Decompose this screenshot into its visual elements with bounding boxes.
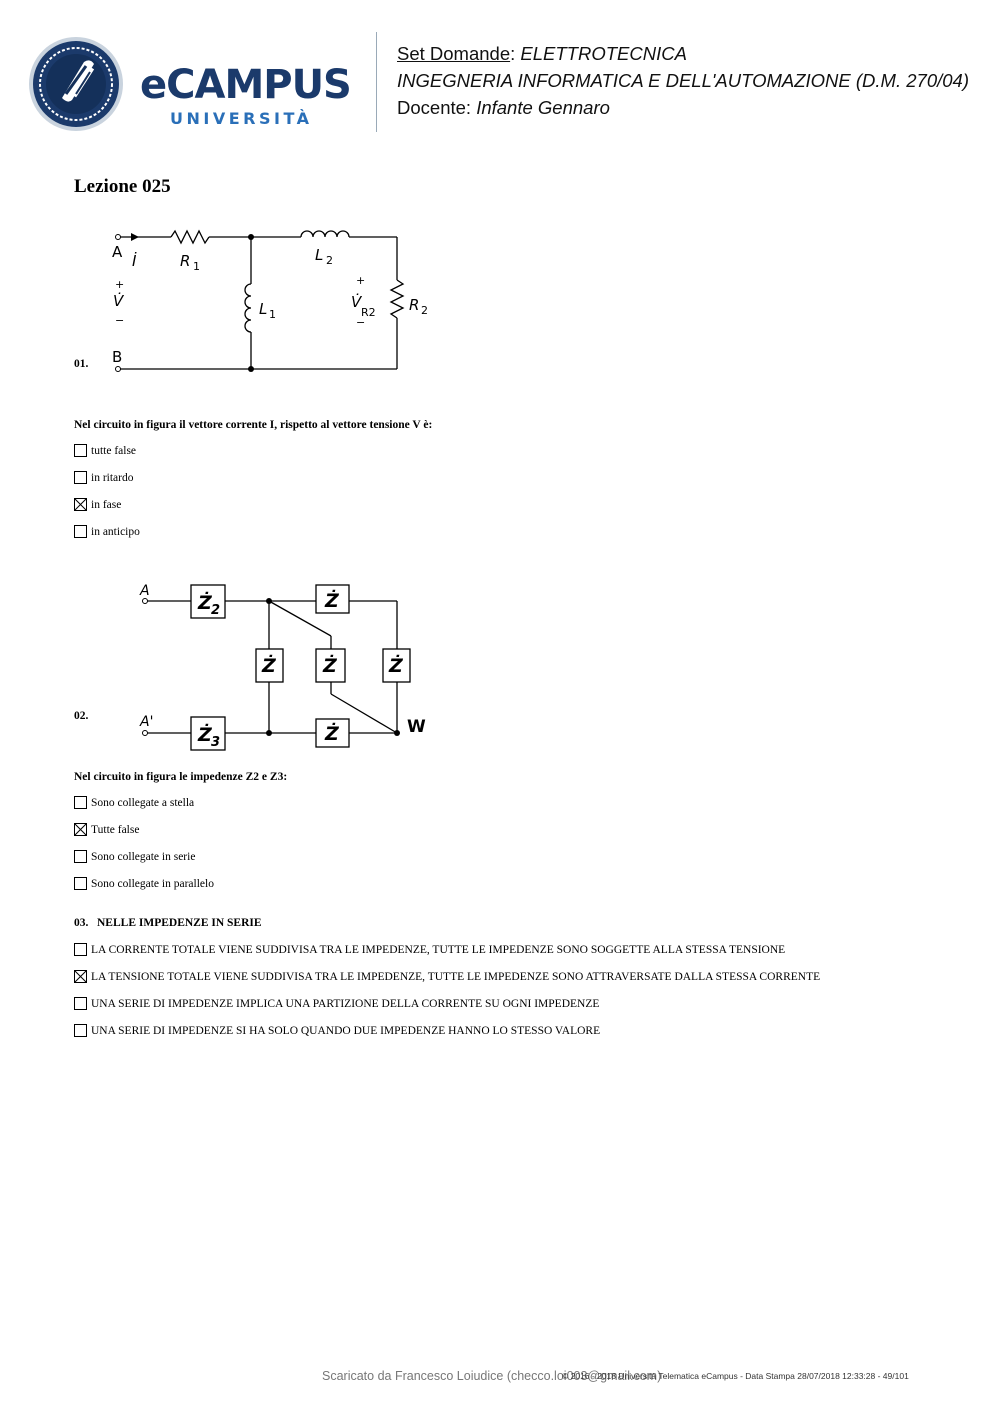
download-watermark: Scaricato da Francesco Loiudice (checco.loi003@gmail.com) [322,1369,662,1383]
option-label: tutte false [91,444,137,457]
teacher-label: Docente: [397,97,477,118]
question-1-text: Nel circuito in figura il vettore corrente I, rispetto al vettore tensione V è: [74,419,433,431]
teacher-name: Infante Gennaro [476,97,610,118]
r2-label: R [409,296,420,314]
logo-wordmark: eCAMPUS [140,62,351,108]
checkbox[interactable] [74,525,87,538]
vr2-sub: R2 [361,306,376,319]
terminal-a-prime-label: A' [140,714,154,730]
course: INGEGNERIA INFORMATICA E DELL'AUTOMAZIONE (D.M. 270/04) [397,70,969,91]
question-1-number: 01. [74,358,89,370]
l2-label: L [315,246,324,264]
logo-subtext: UNIVERSITÀ [170,109,313,128]
z-bottom-label: Ż [325,723,339,745]
question-2-text: Nel circuito in figura le impedenze Z2 e Z3: [74,771,288,783]
r1-label: R [180,252,191,270]
question-1-option-1[interactable] [74,443,136,458]
option-label: in ritardo [91,471,134,484]
checkbox-checked[interactable] [74,823,87,836]
checkbox[interactable] [74,850,87,863]
header-divider [376,32,377,132]
l1-sub: 1 [269,308,276,321]
question-3-option-4[interactable] [74,1023,600,1038]
logo-emblem-icon [29,37,123,131]
question-3-option-3[interactable] [74,996,599,1011]
current-i-label: İ [132,252,137,270]
terminal-a-label: A [112,243,123,261]
vr2-plus: + [356,274,366,287]
option-label: LA CORRENTE TOTALE VIENE SUDDIVISA TRA LE IMPEDENZE, TUTTE LE IMPEDENZE SONO SOGGETTE ALLA STESSA TENSIONE [91,943,786,956]
checkbox[interactable] [74,997,87,1010]
l1-label: L [259,300,268,318]
ecampus-logo [28,36,368,136]
option-label: UNA SERIE DI IMPEDENZE SI HA SOLO QUANDO DUE IMPEDENZE HANNO LO STESSO VALORE [91,1024,601,1037]
header-info [397,40,969,121]
lesson-title: Lezione 025 [74,176,171,197]
z2-label: Ż [198,592,212,614]
option-label: Sono collegate a stella [91,796,195,809]
question-3-number: 03. [74,917,89,929]
vr2-label: V̇ [351,293,362,311]
set-sep: : [510,43,521,64]
copyright-footer: © 2016 - 2018 Università Telematica eCampus - Data Stampa 28/07/2018 12:33:28 - 49/101 [562,1371,909,1381]
z-right-label: Ż [389,655,403,677]
terminal-b-label: B [112,348,123,366]
vr2-minus: − [356,316,366,329]
node-w-label: W [407,717,426,737]
question-3-option-2[interactable] [74,969,820,984]
option-label: Sono collegate in parallelo [91,877,214,890]
voltage-v-label: V̇ [113,292,124,310]
v-plus: + [115,278,125,291]
checkbox[interactable] [74,877,87,890]
checkbox[interactable] [74,943,87,956]
z-left-label: Ż [262,655,276,677]
question-2-option-2[interactable] [74,822,139,837]
z3-label: Ż [198,724,212,746]
question-2-number: 02. [74,710,89,722]
checkbox-checked[interactable] [74,970,87,983]
question-2-option-3[interactable] [74,849,195,864]
z-top-label: Ż [325,590,339,612]
set-label: Set Domande [397,43,511,64]
l2-sub: 2 [326,254,333,267]
question-2-circuit [135,576,435,756]
question-1-option-3[interactable] [74,497,121,512]
question-3-option-1[interactable] [74,942,785,957]
question-1-option-4[interactable] [74,524,140,539]
checkbox[interactable] [74,1024,87,1037]
subject: ELETTROTECNICA [520,43,687,64]
v-minus: − [115,314,125,327]
option-label: UNA SERIE DI IMPEDENZE IMPLICA UNA PARTIZIONE DELLA CORRENTE SU OGNI IMPEDENZE [91,997,600,1010]
question-1-circuit [105,226,445,378]
r1-sub: 1 [193,260,200,273]
terminal-a-label: A [140,583,150,599]
option-label: in fase [91,498,122,511]
checkbox-checked[interactable] [74,498,87,511]
option-label: Tutte false [91,823,140,836]
checkbox[interactable] [74,444,87,457]
checkbox[interactable] [74,471,87,484]
question-3-heading [74,917,262,929]
z2-sub: 2 [211,603,221,618]
question-1-option-2[interactable] [74,470,133,485]
checkbox[interactable] [74,796,87,809]
r2-sub: 2 [421,304,428,317]
option-label: LA TENSIONE TOTALE VIENE SUDDIVISA TRA LE IMPEDENZE, TUTTE LE IMPEDENZE SONO ATTRAVERSATE DALLA STESSA CORRENTE [91,970,821,983]
question-2-option-1[interactable] [74,795,194,810]
question-3-text: NELLE IMPEDENZE IN SERIE [97,917,262,929]
z-middle-label: Ż [323,655,337,677]
question-2-option-4[interactable] [74,876,214,891]
option-label: in anticipo [91,525,140,538]
option-label: Sono collegate in serie [91,850,196,863]
z3-sub: 3 [211,735,221,750]
